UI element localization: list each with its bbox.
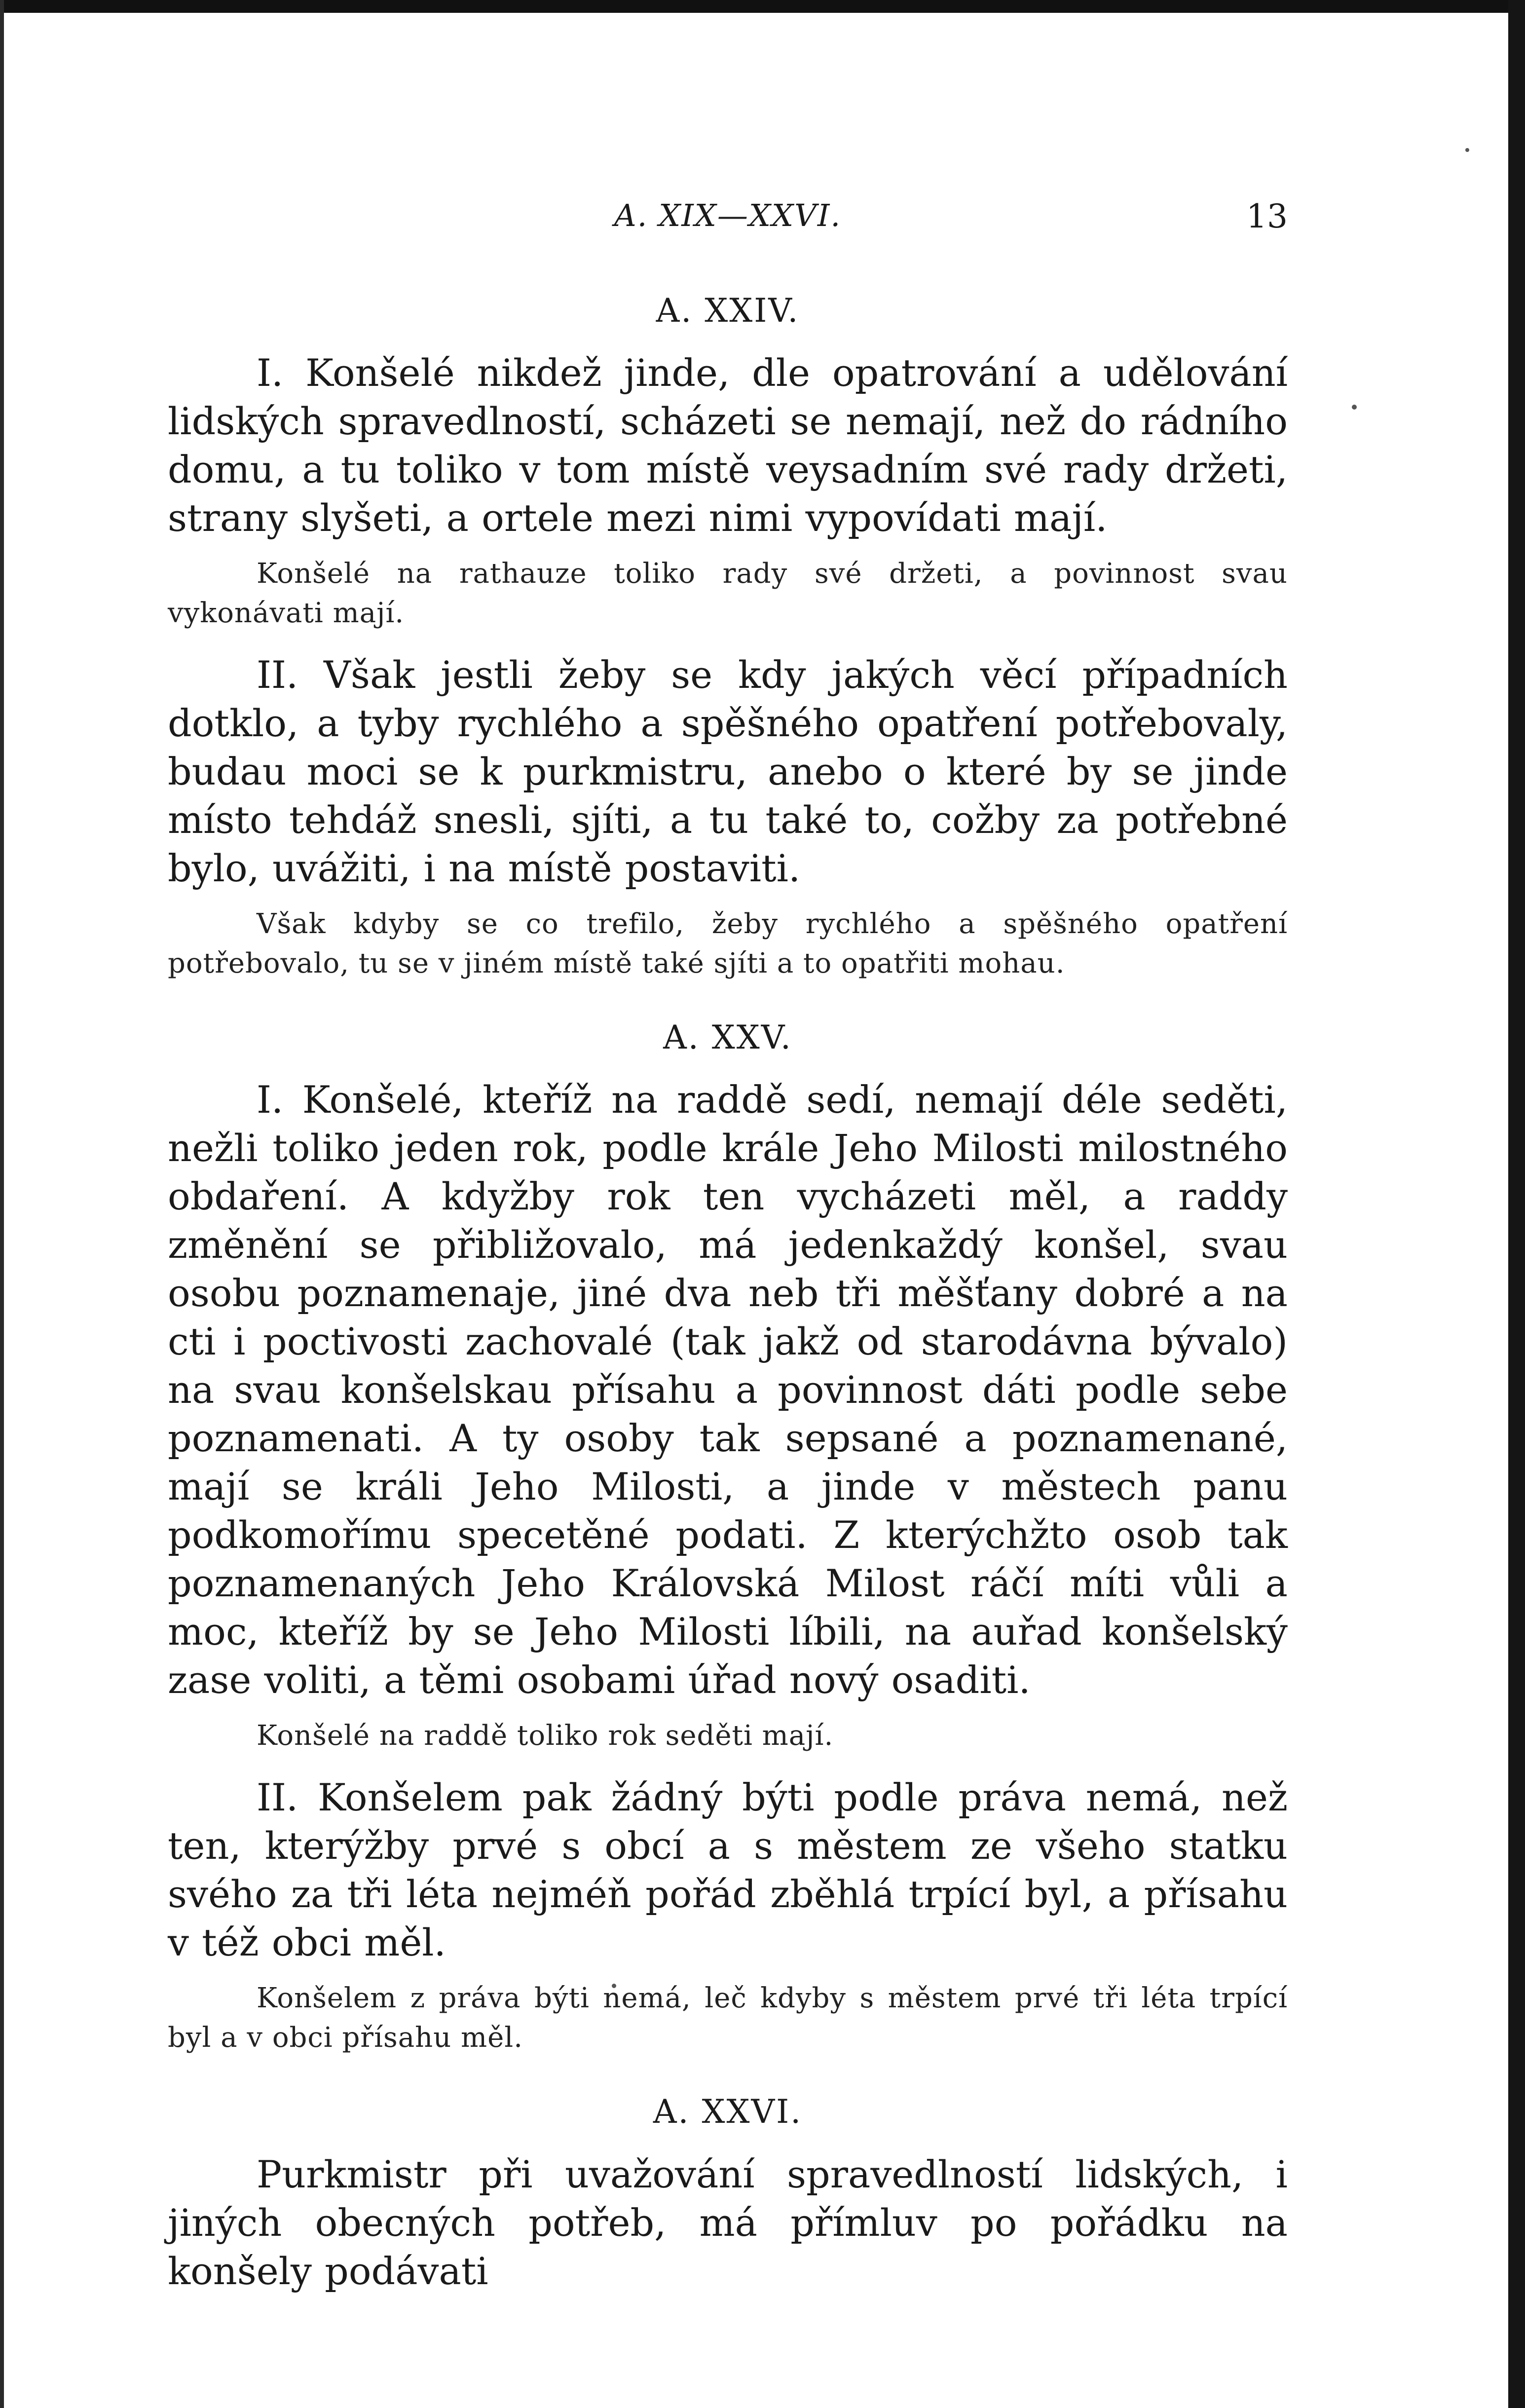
paragraph-summary: Konšelé na raddě toliko rok seděti mají. (257, 1720, 834, 1752)
page-number: 13 (1246, 197, 1288, 235)
running-head: A. XIX—XXVI. (614, 197, 842, 233)
scan-speck (1352, 405, 1357, 410)
paragraph-summary: Konšelem z práva býti nemá, leč kdyby s městem prvé tři léta trpící byl a v obci přísahu měl. (168, 1982, 1288, 2054)
paragraph-summary: Konšelé na rathauze toliko rady své držeti, a povinnost svau vykonávati mají. (168, 558, 1288, 630)
paragraph-summary: Však kdyby se co trefilo, žeby rychlého a spěšného opatření potřebovalo, tu se v jiném místě také sjíti a to opatřiti mohau. (168, 908, 1288, 980)
scan-speck (1465, 148, 1469, 152)
section-heading: A. XXV. (663, 1018, 792, 1057)
article-paragraph: Purkmistr při uvažování spravedlností lidských, i jiných obecných potřeb, má přímluv po pořádku na konšely podávati (168, 2152, 1288, 2293)
article-paragraph: II. Však jestli žeby se kdy jakých věcí případních dotklo, a tyby rychlého a spěšného opatření potřebovaly, budau moci se k purkmistru, anebo o které by se jinde místo tehdáž snesli, sjíti, a tu také to, cožby za potřebné bylo, uvážiti, i na místě postaviti. (168, 653, 1288, 891)
page-body (168, 291, 1288, 2295)
scan-border-top (0, 0, 1525, 13)
page-header (168, 197, 1288, 252)
article-paragraph: I. Konšelé nikdež jinde, dle opatrování a udělování lidských spravedlností, scházeti se nemají, než do rádního domu, a tu toliko v tom místě veysadním své rady držeti, strany slyšeti, a ortele mezi nimi vypovídati mají. (168, 351, 1288, 540)
scan-border-left (0, 0, 4, 2408)
section-heading: A. XXVI. (653, 2093, 803, 2131)
article-paragraph: I. Konšelé, kteříž na raddě sedí, nemají déle seděti, nežli toliko jeden rok, podle krále Jeho Milosti milostného obdaření. A kdyžby rok ten vycházeti měl, a raddy změnění se přibližovalo, má jedenkaždý konšel, svau osobu poznamenaje, jiné dva neb tři měšťany dobré a na cti i poctivosti zachovalé (tak jakž od starodávna bývalo) na svau konšelskau přísahu a povinnost dáti podle sebe poznamenati. A ty osoby tak sepsané a poznamenané, mají se králi Jeho Milosti, a jinde v městech panu podkomořímu specetěné podati. Z kterýchžto osob tak poznamenaných Jeho Královská Milost ráčí míti vůli a moc, kteříž by se Jeho Milosti líbili, na auřad konšelský zase voliti, a těmi osobami úřad nový osaditi. (168, 1078, 1288, 1702)
article-paragraph: II. Konšelem pak žádný býti podle práva nemá, než ten, kterýžby prvé s obcí a s městem ze všeho statku svého za tři léta nejméň pořád zběhlá trpící byl, a přísahu v též obci měl. (168, 1775, 1288, 1965)
scan-border-right (1508, 0, 1525, 2408)
section-heading: A. XXIV. (656, 292, 800, 330)
